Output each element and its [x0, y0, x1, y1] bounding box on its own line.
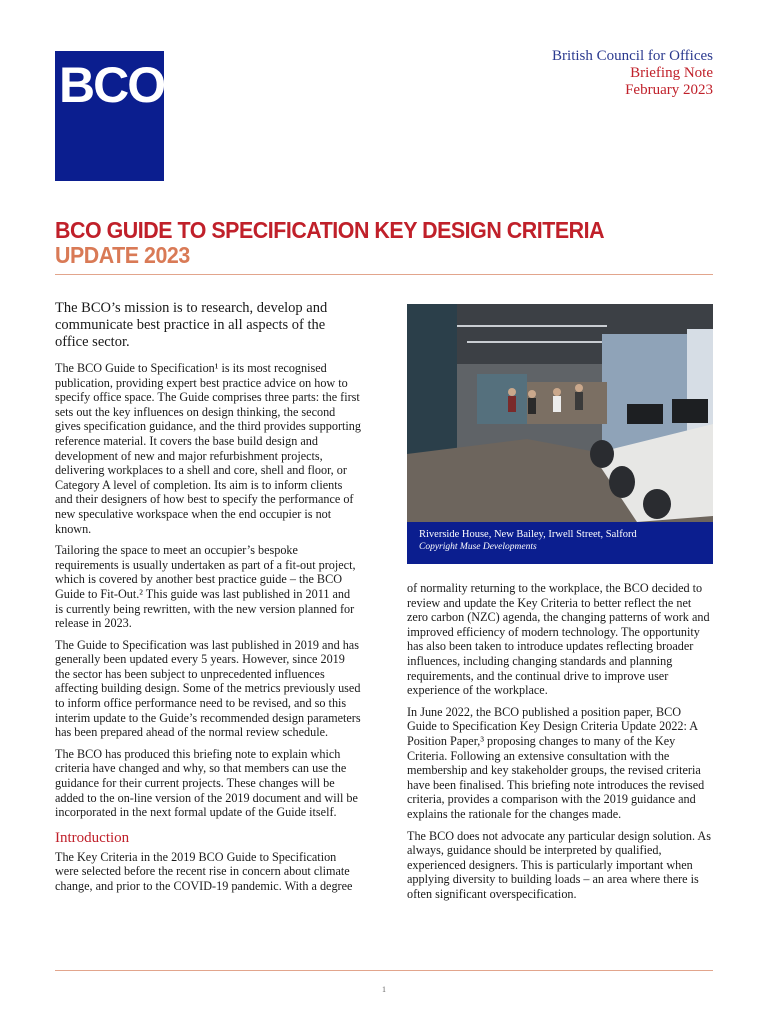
- lead-paragraph: The BCO’s mission is to research, develop and communicate best practice in all aspects of the office sector.: [55, 300, 328, 350]
- title-line-1: BCO GUIDE TO SPECIFICATION KEY DESIGN CRITERIA: [55, 217, 605, 243]
- body-paragraph: Tailoring the space to meet an occupier’s bespoke requirements is usually undertaken as part of a fit-out project, which is covered by another best practice guide – the BCO Guide to Fit-Out.² This guide was last published in 2011 and is currently being rewritten, with the new version planned for release in 2023.: [55, 543, 356, 631]
- body-paragraph: The BCO does not advocate any particular design solution. As always, guidance should be interpreted by qualified, experienced designers. This is particularly important when applying diversity to building loads – an area where there is often significant overspecification.: [407, 828, 711, 901]
- office-photo-illustration: [407, 304, 713, 522]
- photo-credit: Copyright Muse Developments: [419, 542, 537, 552]
- page-title: [55, 218, 713, 268]
- body-paragraph: The BCO Guide to Specification¹ is its most recognised publication, providing expert best practice advice on how to specify office space. The Guide comprises three parts: the first sets out the key influences on design thinking, the second gives specification guidance, and the third provides supporting reference material. It covers the base build design and development of new and major refurbishment projects, delivering workplaces to a shell and core, shell and floor, or Category A level of completion. Its aim is to inform clients and their designers of how best to specify the performance of new speculative workspace when the end occupier is not known.: [55, 361, 361, 536]
- title-divider: [55, 274, 713, 275]
- bco-logo: BCO: [55, 51, 164, 181]
- page-number: 1: [382, 985, 386, 994]
- masthead: [552, 48, 713, 99]
- right-column: [407, 581, 713, 908]
- body-paragraph: In June 2022, the BCO published a position paper, BCO Guide to Specification Key Design Criteria Update 2022: A Position Paper,³ proposing changes to many of the Key Criteria. Following an extensive consultation with the membership and key stakeholder groups, the revised criteria have been finalised. This briefing note introduces the revised criteria, provides a comparison with the 2019 guidance and explains the rationale for the changes made.: [407, 704, 705, 821]
- document-date: February 2023: [625, 82, 713, 98]
- left-column: [55, 300, 361, 901]
- body-paragraph: The BCO has produced this briefing note to explain which criteria have changed and why, so that members can use the guidance for their current projects. These changes will be added to the on-line version of the 2019 document and will be incorporated in the next formal update of the Guide itself.: [55, 746, 358, 820]
- office-photo: [407, 304, 713, 522]
- footer-divider: [55, 970, 713, 971]
- section-heading: Introduction: [55, 829, 130, 846]
- body-paragraph: The Guide to Specification was last published in 2019 and has generally been updated every 5 years. However, since 2019 the sector has been subject to unprecedented influences affecting building design. Some of the metrics previously used to inform office performance need to be revised, and so this interim update to the Guide’s recommended design parameters has been prepared ahead of the normal review schedule.: [55, 637, 361, 740]
- document-type: Briefing Note: [630, 65, 713, 81]
- title-line-2: UPDATE 2023: [55, 242, 190, 268]
- caption-text: Riverside House, New Bailey, Irwell Street, Salford: [419, 529, 637, 540]
- body-paragraph: of normality returning to the workplace, the BCO decided to review and update the Key Criteria to better reflect the net zero carbon (NZC) agenda, the changing patterns of work and improved efficiency of modern technology. The opportunity has also been taken to introduce updates reflecting broader influences, including changing standards and planning requirements, and the continual drive to improve user experience of the workplace.: [407, 581, 710, 698]
- organisation-name: British Council for Offices: [552, 48, 713, 64]
- intro-paragraph: The Key Criteria in the 2019 BCO Guide to Specification were selected before the recent rise in concern about climate change, and prior to the COVID-19 pandemic. With a degree: [55, 849, 353, 893]
- photo-caption: [407, 522, 713, 564]
